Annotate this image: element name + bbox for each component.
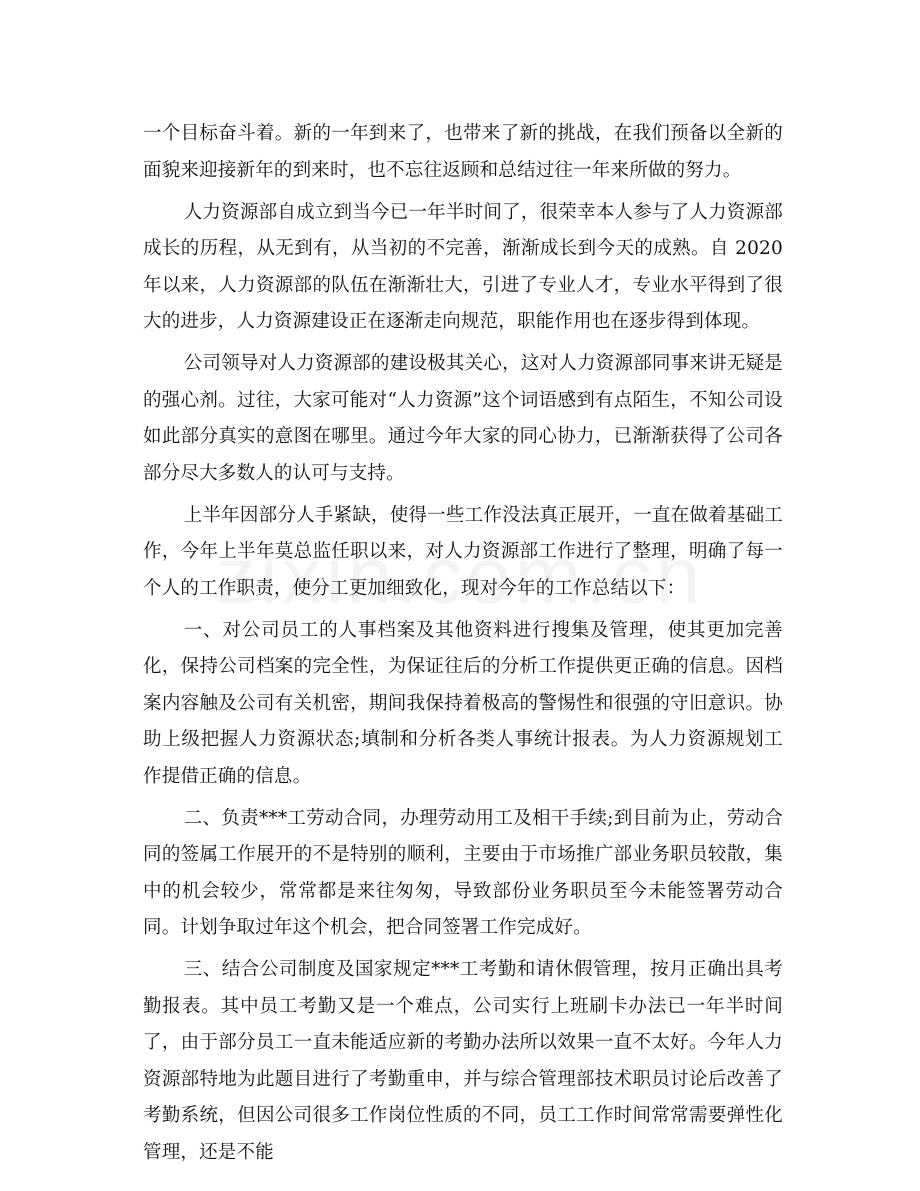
paragraph-item-one-archives: 一、对公司员工的人事档案及其他资料进行搜集及管理，使其更加完善化，保持公司档案的完全性，为保证往后的分析工作提供更正确的信息。因档案内容触及公司有关机密，期间我保持着极高的警惕性和很强的守旧意识。协助上级把握人力资源状态;填制和分析各类人事统计报表。为人力资源规划工作提借正确的信息。 — [143, 619, 783, 787]
paragraph-item-two-contracts: 二、负责***工劳动合同，办理劳动用工及相干手续;到目前为止，劳动合同的签属工作展开的不是特别的顺利，主要由于市场推广部业务职员较散，集中的机会较少，常常都是来往匆匆，导致部份业务职员至今未能签署劳动合同。计划争取过年这个机会，把合同签署工作完成好。 — [143, 807, 783, 938]
paragraph-item-three-attendance: 三、结合公司制度及国家规定***工考勤和请休假管理，按月正确出具考勤报表。其中员工考勤又是一个难点，公司实行上班刷卡办法已一年半时间了，由于部分员工一直未能适应新的考勤办法所以效果一直不太好。今年人力资源部特地为此题目进行了考勤重申，并与综合管理部技术职员讨论后改善了考勤系统，但因公司很多工作岗位性质的不同，员工工作时间常常需要弹性化管理，还是不能 — [143, 959, 783, 1163]
document-body — [143, 116, 783, 1171]
paragraph-continued-intro: 一个目标奋斗着。新的一年到来了，也带来了新的挑战，在我们预备以全新的面貌来迎接新年的到来时，也不忘往返顾和总结过往一年来所做的努力。 — [143, 123, 783, 181]
paragraph-leadership-support: 公司领导对人力资源部的建设极其关心，这对人力资源部同事来讲无疑是的强心剂。过往，大家可能对“人力资源”这个词语感到有点陌生，不知公司设如此部分真实的意图在哪里。通过今年大家的同心协力，已渐渐获得了公司各部分尽大多数人的认可与支持。 — [143, 353, 783, 484]
paragraph-hr-history: 人力资源部自成立到当今已一年半时间了，很荣幸本人参与了人力资源部成长的历程，从无到有，从当初的不完善，渐渐成长到今天的成熟。自 2020 年以来，人力资源部的队伍在渐渐壮大，引进了专业人才，专业水平得到了很大的进步，人力资源建设正在逐渐走向规范，职能作用也在逐步得到体现。 — [143, 201, 783, 332]
paragraph-first-half-summary: 上半年因部分人手紧缺，使得一些工作没法真正展开，一直在做着基础工作，今年上半年莫总监任职以来，对人力资源部工作进行了整理，明确了每一个人的工作职责，使分工更加细致化，现对今年的工作总结以下： — [143, 504, 783, 599]
